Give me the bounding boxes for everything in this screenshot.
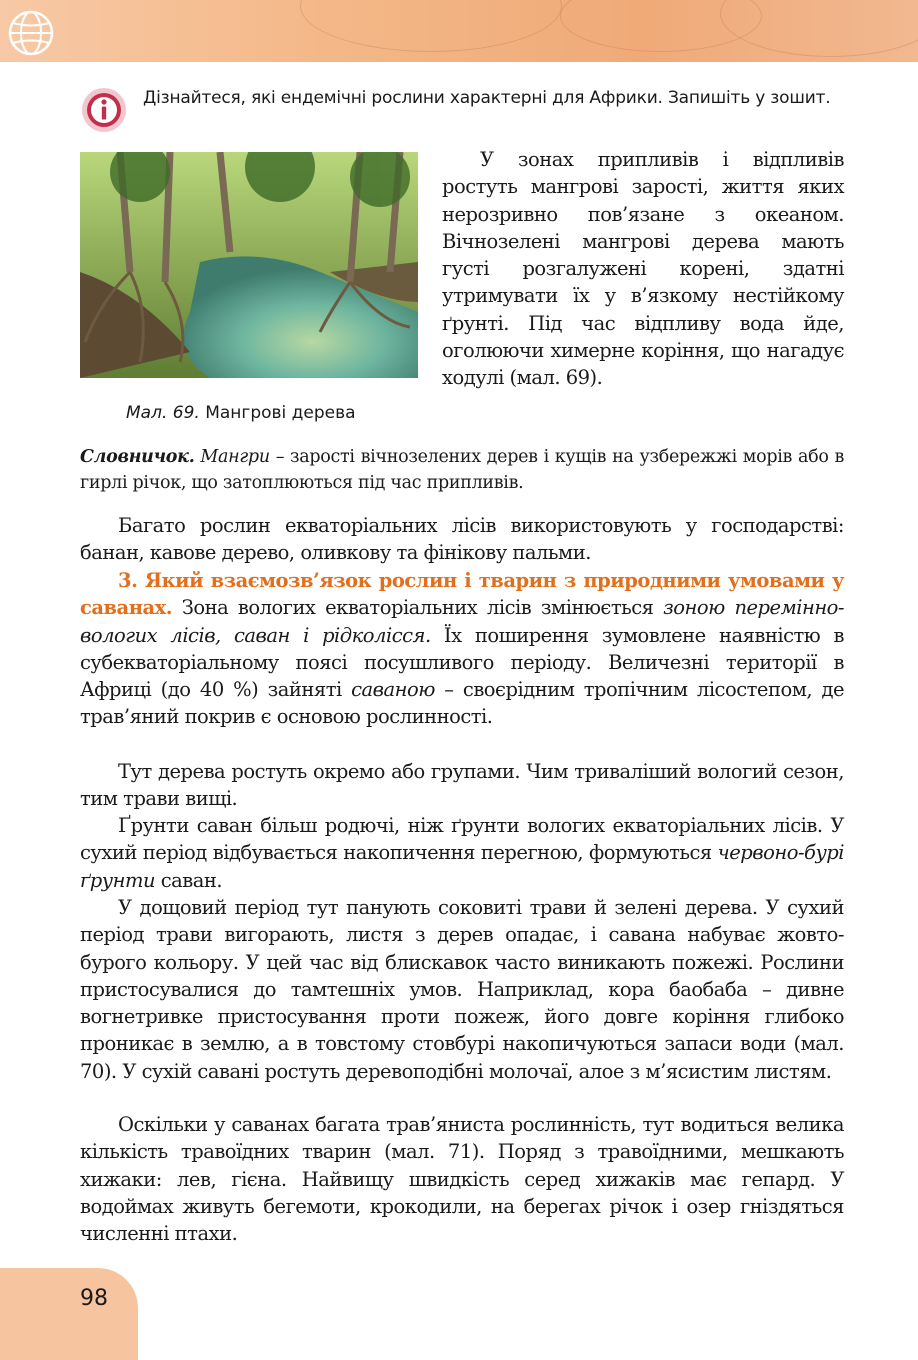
page-number: 98 [80, 1286, 108, 1311]
paragraph-6: Оскільки у саванах багата трав’яниста рослинність, тут водиться велика кількість травоїдних тварин (мал. 71). Поряд з травоїдними, мешкають хижаки: лев, гієна. Найвищу швидкість серед хижаків має гепард. У водоймах живуть бегемоти, крокодили, на берегах річок і озер гніздяться численні птахи. [80, 1113, 844, 1246]
paragraph-5: У дощовий період тут панують соковиті трави й зелені дерева. У сухий період трави вигорають, листя з дерев опадає, і савана набуває жовто-бурого кольору. У цей час від блискавок часто виникають пожежі. Рослини пристосувалися до тамтешніх умов. Наприклад, кора баобаба – дивне вогнетривке пристосування проти пожеж, його довге коріння глибоко проникає в землю, а в товстому стовбурі накопичуються запаси води (мал. 70). У сухій савані ростуть деревоподібні молочаї, алое з м’ясистим листям. [80, 896, 844, 1083]
paragraph-4 [80, 812, 844, 894]
p4-text-b: червоно-бурі ґрунти [80, 841, 844, 892]
glossary-definition: – зарості вічнозелених дерев і кущів на узбережжі морів або в гирлі річок, що затоплюються під час припливів. [80, 447, 844, 493]
map-contour [300, 0, 562, 52]
p4-text-a: Ґрунти саван більш родючі, ніж ґрунти вологих екваторіальних лісів. У сухий період відбувається накопичення перегною, формуються [80, 814, 844, 865]
globe-icon [6, 8, 56, 58]
mangrove-paragraph: У зонах припливів і відпливів ростуть мангрові зарості, життя яких нерозривно пов’язане з океаном. Вічнозелені мангрові дерева мають густі розгалужені корені, здатні утримувати їх у в’язкому нестійкому ґрунті. Під час відпливу вода йде, оголюючи химерне коріння, що нагадує ходулі (мал. 69). [442, 148, 844, 390]
section-heading: 3. Який взаємозв’язок рослин і тварин з природними умовами у саванах. [80, 569, 844, 620]
figure-caption [126, 403, 356, 423]
paragraph-2 [80, 567, 844, 731]
info-task-text: Дізнайтеся, які ендемічні рослини характерні для Африки. Запишіть у зошит. [143, 88, 831, 108]
map-contour [720, 0, 918, 57]
p2-text-c: Їх поширення зумовлене наявністю в субекваторіальному поясі посушливого періоду. Величезні території в Африці (до 40 %) зайняті [80, 623, 844, 702]
page-header-band [0, 0, 918, 62]
p2-text-d: саваною [351, 678, 435, 702]
figure-label: Мал. 69. [126, 403, 200, 423]
glossary-label: Словничок. [80, 447, 195, 467]
info-icon [80, 86, 128, 134]
p2-text-b: зоною перемінно-вологих лісів, саван і рідколісся. [80, 596, 845, 647]
p4-text-c: саван. [155, 868, 223, 892]
paragraph-1: Багато рослин екваторіальних лісів використовують у господарстві: банан, кавове дерево, оливкову та фінікову пальми. [80, 514, 844, 565]
p2-text-e: – своєрідним тропічним лісостепом, де трав’яний покрив є основою рослинності. [80, 678, 844, 729]
page-number-tab [0, 1268, 138, 1360]
p2-text-a: Зона вологих екваторіальних лісів змінюється [172, 596, 664, 620]
glossary-term: Мангри [200, 447, 270, 467]
glossary-note [80, 445, 844, 496]
figure-caption-text: Мангрові дерева [199, 403, 356, 423]
mangrove-photo [80, 152, 418, 378]
paragraph-3: Тут дерева ростуть окремо або групами. Чим триваліший вологий сезон, тим трави вищі. [80, 760, 844, 811]
